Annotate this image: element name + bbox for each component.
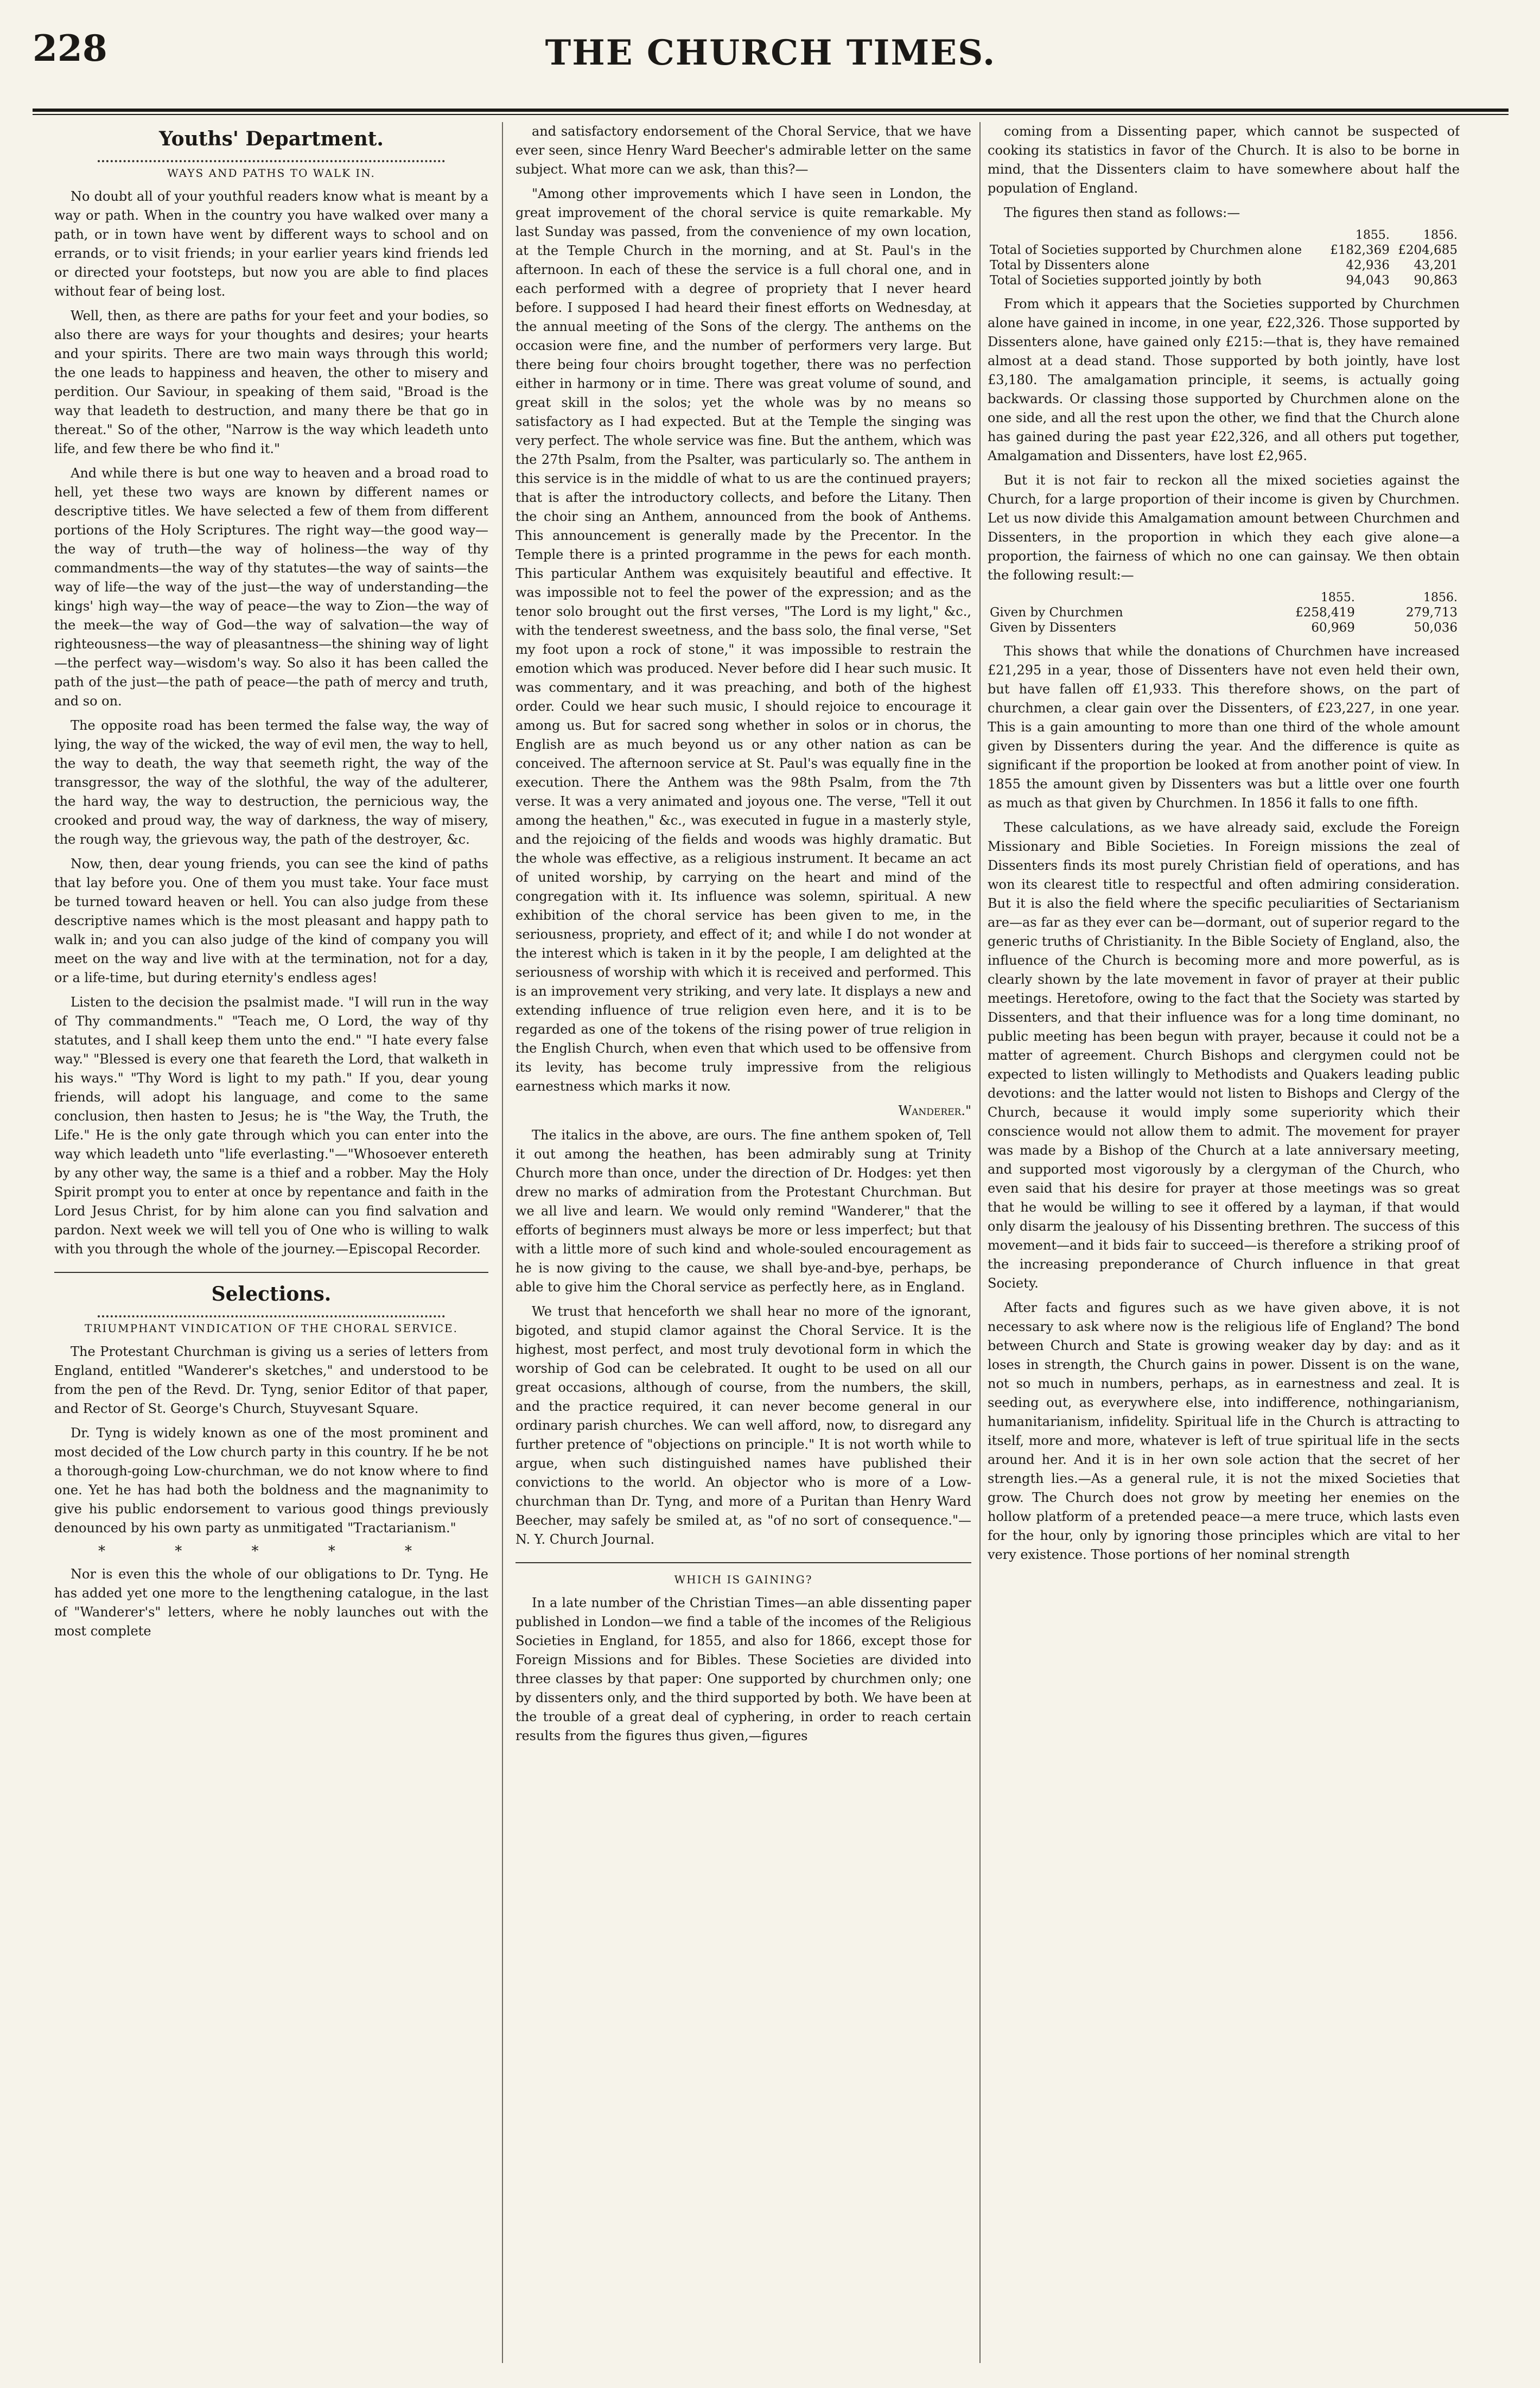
table-year-header: 1856. bbox=[1423, 228, 1458, 242]
table-row-label: Total of Societies supported by Churchmen alone bbox=[990, 243, 1302, 257]
youths-paragraph: Listen to the decision the psalmist made. "I will run in the way of Thy commandments." "Teach me, O Lord, the way of thy statutes, and I shall keep them unto the end." "I hate every false way." "Blessed is every one that feareth the Lord, that walketh in his ways." "Thy Word is light to my path." If you, dear young friends, will adopt his language, and come to the same conclusion, then hasten to Jesus; he is "the Way, the Truth, the Life." He is the only gate through which you can enter into the way which leadeth unto "life everlasting."—"Whosoever entereth by any other way, the same is a thief and a robber. May the Holy Spirit prompt you to enter at once by repentance and faith in the Lord Jesus Christ, for by him alone can you find salvation and pardon. Next week we will tell you of One who is willing to walk with you through the whole of the journey.—Episcopal Recorder. bbox=[54, 995, 488, 1257]
gaining-paragraph: After facts and figures such as we have given above, it is not necessary to ask where now is the religious life of England? The bond between Church and State is growing weaker day by day: and as it loses in strength, the Church gains in power. Dissent is on the wane, not so much in numbers, perhaps, as in earnestness and zeal. It is seeding out, as everywhere else, into indifference, nothingarianism, humanitarianism, infidelity. Spiritual life in the Church is attracting to itself, more and more, whatever is left of true spiritual life in the sects around her. And it is in her own sole action that the secret of her strength lies.—As a general rule, it is not the mixed Societies that grow. The Church does not grow by meeting her enemies on the hollow platform of a pretended peace—a mere truce, which lasts even for the hour, only by ignoring those principles which are vital to her very existence. Those portions of her nominal strength bbox=[988, 1300, 1460, 1562]
table-year-header: 1856. bbox=[1423, 591, 1458, 604]
table-cell: 60,969 bbox=[1311, 621, 1355, 635]
page-number: 228 bbox=[33, 27, 107, 69]
selections-paragraph: The Protestant Churchman is giving us a series of letters from England, entitled "Wanderer's sketches," and understood to be from the pen of the Revd. Dr. Tyng, senior Editor of that paper, and Rector of St. George's Church, Stuyvesant Square. bbox=[54, 1344, 488, 1416]
paper-title: THE CHURCH TIMES. bbox=[545, 33, 996, 73]
table-header-row bbox=[988, 590, 1460, 605]
selections-heading: Selections. bbox=[211, 1283, 332, 1306]
masthead bbox=[33, 11, 1509, 103]
gaining-paragraph: But it is not fair to reckon all the mixed societies against the Church, for a large proportion of their income is given by Churchmen. Let us now divide this Amalgamation amount between Churchmen and Dissenters, in the proportion in which they each give alone—a proportion, the fairness of which no one can gainsay. We then obtain the following result:— bbox=[988, 473, 1460, 583]
masthead-rule bbox=[33, 109, 1509, 112]
gaining-paragraph: coming from a Dissenting paper, which cannot be suspected of cooking its statistics in favor of the Church. It is also to be borne in mind, that the Dissenters claim to have somewhere about half the population of England. bbox=[988, 124, 1460, 196]
table-cell: 50,036 bbox=[1414, 621, 1458, 635]
youths-department-heading: Youths' Department. bbox=[159, 128, 384, 150]
table-row-label: Given by Churchmen bbox=[990, 606, 1123, 620]
gaining-paragraph: In a late number of the Christian Times—an able dissenting paper published in London—we find a table of the incomes of the Religious Societies in England, for 1855, and also for 1866, except those for Foreign Missions and for Bibles. These Societies are divided into three classes by that paper: One supported by churchmen only; one by dissenters only, and the third supported by both. We have been at the trouble of a great deal of cyphering, in order to reach certain results from the figures thus given,—figures bbox=[516, 1595, 971, 1743]
youths-paragraph: Now, then, dear young friends, you can see the kind of paths that lay before you. One of them you must take. Your face must be turned toward heaven or hell. You can also judge from these descriptive names which is the most pleasant and happy path to walk in; and you can also judge of the kind of company you will meet on the way and live with at the termination, not for a day, or a life-time, but during eternity's endless ages! bbox=[54, 856, 488, 985]
ornamental-rule bbox=[98, 1309, 445, 1317]
selections-paragraph: We trust that henceforth we shall hear no more of the ignorant, bigoted, and stupid clamor against the Choral Service. It is the highest, most perfect, and most truly devotional form in which the worship of God can be celebrated. It ought to be used on all our great occasions, although of course, from the numbers, the skill, and the practice required, it can never become general in our ordinary parish churches. We can well afford, now, to disregard any further pretence of "objections on principle." It is not worth while to argue, when such distinguished names have published their convictions to the world. An objector who is more of a Low-churchman than Dr. Tyng, and more of a Puritan than Henry Ward Beecher, may safely be smiled at, as "of no sort of consequence."—N. Y. Church Journal. bbox=[516, 1304, 971, 1547]
column-3 bbox=[988, 122, 1460, 2363]
table-cell: 279,713 bbox=[1405, 606, 1458, 620]
youths-paragraph: And while there is but one way to heaven and a broad road to hell, yet these two ways are known by different names or descriptive titles. We have selected a few of them from different portions of the Holy Scriptures. The right way—the good way—the way of truth—the way of holiness—the way of thy commandments—the way of thy statutes—the way of saints—the way of life—the way of the just—the way of understanding—the kings' high way—the way of peace—the way to Zion—the way of the meek—the way of God—the way of salvation—the way of righteousness—the way of pleasantness—the shining way of light—the perfect way—wisdom's way. So also it has been called the path of the just—the path of peace—the path of mercy and truth, and so on. bbox=[54, 466, 488, 709]
which-is-gaining-title: WHICH IS GAINING? bbox=[674, 1573, 813, 1586]
column-divider bbox=[979, 122, 981, 2363]
table-cell: 90,863 bbox=[1414, 273, 1458, 288]
quotation-signature: Wanderer." bbox=[898, 1103, 971, 1118]
table-header-cell bbox=[988, 590, 1240, 605]
table-cell: £204,685 bbox=[1398, 243, 1458, 257]
selections-paragraph: Dr. Tyng is widely known as one of the most prominent and most decided of the Low church party in this country. If he be not a thorough-going Low-churchman, we do not know where to find one. Yet he has had both the boldness and the magnanimity to give his public endorsement to various good things previously denounced by his own party as unmitigated "Tractarianism." bbox=[54, 1425, 488, 1536]
ornamental-rule bbox=[98, 154, 445, 162]
table-cell: £182,369 bbox=[1330, 243, 1390, 257]
elision-asterisks: * * * * * bbox=[98, 1543, 445, 1559]
column-1 bbox=[54, 122, 488, 2363]
youths-paragraph: Well, then, as there are paths for your feet and your bodies, so also there are ways for your thoughts and desires; your hearts and your spirits. There are two main ways through this world; the one leads to happiness and heaven, the other to misery and perdition. Our Saviour, in speaking of them said, "Broad is the way that leadeth to destruction, and many there be that go in thereat." So of the other, "Narrow is the way which leadeth unto life, and few there be who find it." bbox=[54, 308, 488, 456]
donations-table-1855-1856 bbox=[988, 590, 1460, 635]
table-year-header: 1855. bbox=[1355, 228, 1390, 242]
income-table-1855-1856 bbox=[988, 228, 1460, 288]
selections-paragraph: Nor is even this the whole of our obligations to Dr. Tyng. He has added yet one more to the lengthening catalogue, in the last of "Wanderer's" letters, where he nobly launches out with the most complete bbox=[54, 1566, 488, 1639]
column-divider bbox=[502, 122, 503, 2363]
table-row-label: Total of Societies supported jointly by both bbox=[990, 273, 1262, 288]
table-row bbox=[988, 243, 1460, 258]
gaining-paragraph: From which it appears that the Societies supported by Churchmen alone have gained in income, in one year, £22,326. Those supported by Dissenters alone, have gained only £215:—that is, they have remained almost at a dead stand. Those supported by both jointly, have lost £3,180. The amalgamation principle, it seems, is actually going backwards. Or classing those supported by Churchmen alone on the one side, and all the rest upon the other, we find that the Church alone has gained during the past year £22,326, and all others put together, Amalgamation and Dissenters, have lost £2,965. bbox=[988, 296, 1460, 463]
table-cell: 42,936 bbox=[1346, 258, 1390, 272]
table-row bbox=[988, 605, 1460, 620]
table-cell: 94,043 bbox=[1346, 273, 1390, 288]
selections-paragraph: and satisfactory endorsement of the Choral Service, that we have ever seen, since Henry Ward Beecher's admirable letter on the same subject. What more can we ask, than this?— bbox=[516, 124, 971, 177]
gaining-paragraph: This shows that while the donations of Churchmen have increased £21,295 in a year, those of Dissenters have not even held their own, but have fallen off £1,933. This therefore shows, on the part of churchmen, a clear gain over the Dissenters, of £23,227, in one year. This is a gain amounting to more than one third of the whole amount given by Dissenters during the year. And the difference is quite as significant if the proportion be looked at from another point of view. In 1855 the amount given by Dissenters was but a little over one fourth as much as that given by Churchmen. In 1856 it falls to one fifth. bbox=[988, 644, 1460, 811]
table-row-label: Total by Dissenters alone bbox=[990, 258, 1150, 272]
selections-quotation: "Among other improvements which I have seen in London, the great improvement of the choral service is quite remarkable. My last Sunday was passed, from the convenience of my own location, at the Temple Church in the morning, and at St. Paul's in the afternoon. In each of these the service is a full choral one, and in each performed with a degree of propriety that I never heard before. I supposed I had heard their finest efforts on Wednesday, at the annual meeting of the Sons of the clergy. The anthems on the occasion were fine, and the number of performers very large. But there being four choirs brought together, there was no perfection either in harmony or in time. There was great volume of sound, and great skill in the solos; yet the whole was by no means so satisfactory as I had expected. But at the Temple the singing was very perfect. The whole service was fine. But the anthem, which was the 27th Psalm, from the Psalter, was particularly so. The anthem in this service is in the middle of what to us are the continued prayers; that is after the introductory collects, and before the Litany. Then the choir sing an Anthem, announced from the book of Anthems. This announcement is generally made by the Precentor. In the Temple there is a printed programme in the pews for each month. This particular Anthem was exquisitely beautiful and effective. It was impossible not to feel the power of the expression; and as the tenor solo brought out the first verses, "The Lord is my light," &c., with the tenderest sweetness, and the bass solo, the final verse, "Set my foot upon a rock of stone," it was impossible to restrain the emotion which was produced. Never before did I hear such music. It was commentary, and it was preaching, and both of the highest order. Could we hear such music, I should rejoice to encourage it among us. But for sacred song whether in solos or in chorus, the English are as much beyond us or any other nation as can be conceived. The afternoon service at St. Paul's was equally fine in the execution. There the Anthem was the 98th Psalm, from the 7th verse. It was a very animated and joyous one. The verse, "Tell it out among the heathen," &c., was executed in fugue in a masterly style, and the rejoicing of the fields and woods was highly dramatic. But the whole was effective, as a religious instrument. It became an act of united worship, by carrying on the heart and mind of the congregation with it. Its influence was solemn, spiritual. A new exhibition of the choral service has been given to me, in the seriousness, propriety, and effect of it; and while I do not wonder at the interest which is taken in it by the people, I am delighted at the seriousness of worship with which it is received and performed. This is an improvement very striking, and very late. It displays a new and extending influence of true religion even here, and it is to be regarded as one of the tokens of the rising power of true religion in the English Church, when even that which used to be offensive from its levity, has become truly impressive from the religious earnestness which marks it now. bbox=[516, 186, 971, 1094]
selections-paragraph: The italics in the above, are ours. The fine anthem spoken of, Tell it out among the heathen, has been admirably sung at Trinity Church more than once, under the direction of Dr. Hodges: yet then drew no marks of admiration from the Protestant Churchman. But we all live and learn. We would only remind "Wanderer," that the efforts of beginners must always be more or less imperfect; but that with a little more of such kind and whole-souled encouragement as he is now giving to the cause, we shall bye-and-bye, perhaps, be able to give him the Choral service as perfectly here, as in England. bbox=[516, 1128, 971, 1295]
gaining-paragraph: The figures then stand as follows:— bbox=[1004, 205, 1240, 220]
table-row-label: Given by Dissenters bbox=[990, 621, 1116, 635]
table-row bbox=[988, 273, 1460, 288]
table-row bbox=[988, 258, 1460, 273]
masthead-rule-thin bbox=[33, 114, 1509, 115]
table-cell: 43,201 bbox=[1414, 258, 1458, 272]
column-2 bbox=[516, 122, 971, 2363]
table-header-row bbox=[988, 228, 1460, 243]
table-row bbox=[988, 620, 1460, 635]
section-divider bbox=[54, 1272, 488, 1273]
youths-paragraph: The opposite road has been termed the false way, the way of lying, the way of the wicked, the way of evil men, the way to hell, the way to death, the way that seemeth right, the way of the transgressor, the way of the slothful, the way of the adulterer, the hard way, the way to destruction, the pernicious way, the crooked and proud way, the way of darkness, the way of misery, the rough way, the grievous way, the path of the destroyer, &c. bbox=[54, 718, 488, 847]
selections-article-title: TRIUMPHANT VINDICATION OF THE CHORAL SERVICE. bbox=[85, 1322, 458, 1335]
table-year-header: 1855. bbox=[1320, 591, 1355, 604]
section-divider bbox=[516, 1562, 971, 1563]
table-cell: £258,419 bbox=[1295, 606, 1355, 620]
youths-paragraph: No doubt all of your youthful readers know what is meant by a way or path. When in the country you have walked over many a path, or in town have went by different ways to school and on errands, or to visit friends; in your earlier years kind friends led or directed your footsteps, but now you are able to find places without fear of being lost. bbox=[54, 189, 488, 299]
table-header-cell bbox=[988, 228, 1324, 243]
youths-article-title: WAYS AND PATHS TO WALK IN. bbox=[167, 167, 376, 180]
gaining-paragraph: These calculations, as we have already said, exclude the Foreign Missionary and Bible Societies. In Foreign missions the zeal of Dissenters finds its most purely Christian field of operations, and has won its clearest title to respectful and often admiring consideration. But it is also the field where the specific peculiarities of Sectarianism are—as far as they ever can be—dormant, out of superior regard to the generic truths of Christianity. In the Bible Society of England, also, the influence of the Church is becoming more and more powerful, as is clearly shown by the late movement in favor of prayer at their public meetings. Heretofore, owing to the fact that the Society was started by Dissenters, and that their influence was for a long time dominant, no public meeting has been begun with prayer, because it could not be a matter of agreement. Church Bishops and clergymen could not be expected to listen willingly to Methodists and Quakers leading public devotions: and the latter would not listen to Bishops and Clergy of the Church, because it would imply some superiority which their conscience would not allow them to admit. The movement for prayer was made by a Bishop of the Church at a late anniversary meeting, and supported most vigorously by a clergyman of the Church, who even said that his desire for prayer at those meetings was so great that he would be willing to see it offered by a layman, if that would only disarm the jealousy of his Dissenting brethren. The success of this movement—and it bids fair to succeed—is therefore a striking proof of the increasing preponderance of Church influence in that great Society. bbox=[988, 820, 1460, 1291]
